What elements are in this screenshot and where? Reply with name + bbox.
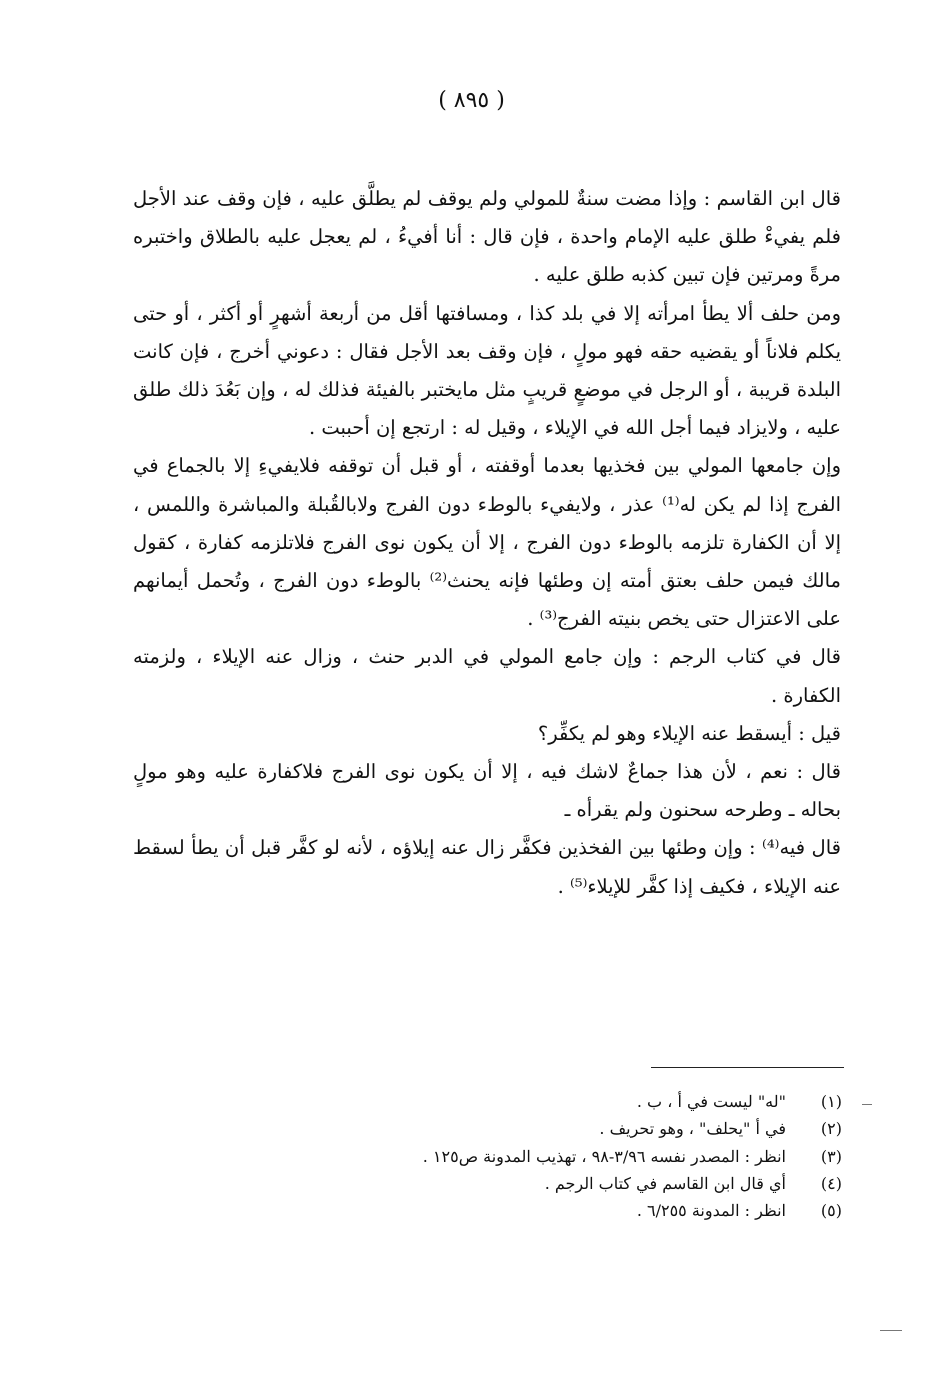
footnote-number: (٤) xyxy=(820,1173,842,1193)
footnote-text: في أ "يحلف" ، وهو تحريف . xyxy=(599,1119,786,1139)
paragraph: ومن حلف ألا يطأ امرأته إلا في بلد كذا ، ومسافتها أقل من أربعة أشهرٍ أو أكثر ، أو حتى يكلم فلاناً أو يقضيه حقه فهو مولٍ ، فإن وقف بعد الأجل فقال : دعوني أخرج ، فإن كانت البلدة قريبة ، أو الرجل في موضعٍ قريبٍ مثل مايختبر بالفيئة فذلك له ، وإن بَعُدَ ذلك طلق عليه ، ولايزاد فيما أجل الله في الإيلاء ، وقيل له : ارتجع إن أحببت . xyxy=(133,301,841,440)
paragraph: قال في كتاب الرجم : وإن جامع المولي في الدبر حنث ، وزال عنه الإيلاء ، ولزمته الكفارة . xyxy=(133,645,841,707)
footnote-text: أي قال ابن القاسم في كتاب الرجم . xyxy=(544,1173,786,1193)
footnote xyxy=(200,1197,842,1224)
footnote-text: انظر : المصدر نفسه ٣/٩٦-٩٨ ، تهذيب المدونة ص١٢٥ . xyxy=(422,1146,786,1166)
footnote-text: "له" ليست في أ ، ب . xyxy=(636,1092,786,1111)
paragraph: قال فيه⁽⁴⁾ : وإن وطئها بين الفخذين فكفَّر زال عنه إيلاؤه ، لأنه لو كفَّر قبل أن يطأ لسقط عنه الإيلاء ، فكيف إذا كفَّر للإيلاء⁽⁵⁾ . xyxy=(133,836,841,898)
footnote-number: (٢) xyxy=(820,1119,842,1139)
paragraph: قيل : أيسقط عنه الإيلاء وهو لم يكفِّر؟ xyxy=(537,721,841,745)
footnote xyxy=(200,1115,842,1142)
paragraph: قال ابن القاسم : وإذا مضت سنةٌ للمولي ولم يوقف لم يطلَّق عليه ، فإن وقف عند الأجل فلم يفيءْ طلق عليه الإمام واحدة ، فإن قال : أنا أفيءُ ، لم يعجل عليه بالطلاق واختبره مرةً ومرتين فإن تبين كذبه طلق عليه . xyxy=(133,187,841,287)
footnote xyxy=(200,1143,842,1170)
footnote-number: (١) xyxy=(820,1092,842,1111)
main-text xyxy=(133,180,841,906)
footnote-text: انظر : المدونة ٦/٢٥٥ . xyxy=(636,1201,786,1221)
paragraph: وإن جامعها المولي بين فخذيها بعدما أوقفته ، أو قبل أن توقفه فلايفيءِ إلا بالجماع في الفرج إذا لم يكن له⁽¹⁾ عذر ، ولايفيء بالوطء دون الفرج ولابالقُبلة والمباشرة واللمس ، إلا أن الكفارة تلزمه بالوطء دون الفرج ، إلا أن يكون نوى الفرج فلاتلزمه كفارة ، كقول مالك فيمن حلف بعتق أمته إن وطئها فإنه يحنث⁽²⁾ بالوطء دون الفرج ، وتُحمل أيمانهم على الاعتزال حتى يخص بنيته الفرج⁽³⁾ . xyxy=(133,454,842,631)
page-number: ( ٨٩٥ ) xyxy=(438,88,505,113)
footnote-number: (٥) xyxy=(820,1201,842,1221)
footnote-number: (٣) xyxy=(820,1146,842,1166)
scan-mark xyxy=(862,1104,872,1105)
footnote-separator xyxy=(651,1067,844,1068)
footnote xyxy=(200,1088,842,1115)
footnotes xyxy=(200,1088,842,1224)
paragraph: قال : نعم ، لأن هذا جماعٌ لاشك فيه ، إلا أن يكون نوى الفرج فلاكفارة عليه وهو مولٍ بحاله ـ وطرحه سحنون ولم يقرأه ـ xyxy=(133,760,841,822)
scan-mark xyxy=(880,1330,902,1331)
footnote xyxy=(200,1170,842,1197)
